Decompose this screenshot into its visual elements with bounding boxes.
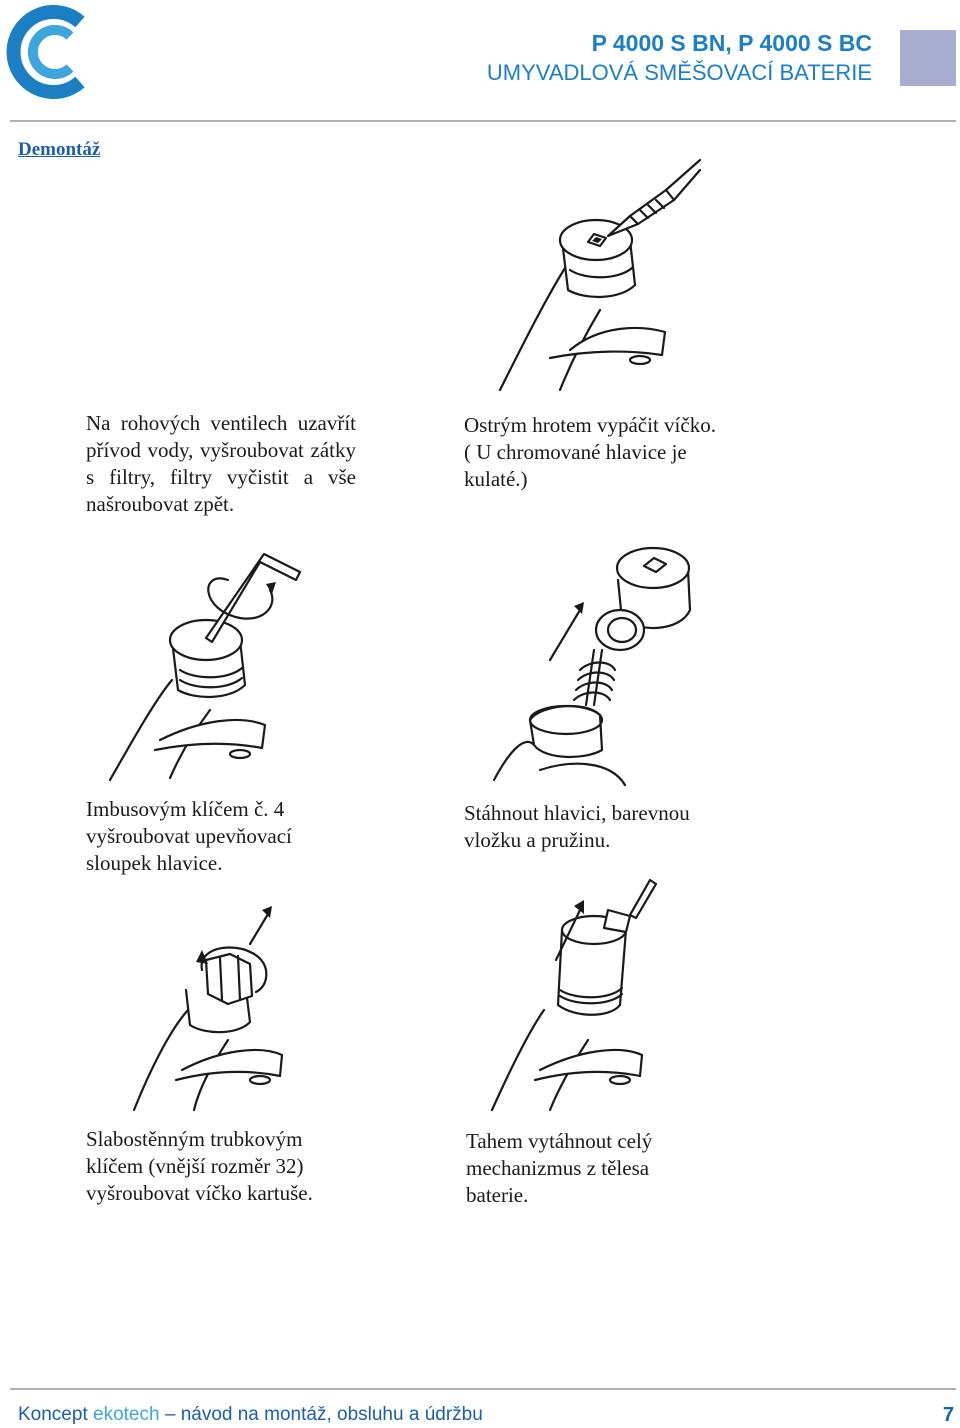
document-subtitle: UMYVADLOVÁ SMĚŠOVACÍ BATERIE bbox=[486, 60, 872, 85]
step-2-text: Ostrým hrotem vypáčit víčko. ( U chromované hlavice je kulaté.) bbox=[464, 413, 716, 491]
footer-tagline: – návod na montáž, obsluhu a údržbu bbox=[164, 1404, 483, 1425]
footer-brand-koncept: Koncept bbox=[18, 1404, 88, 1425]
page-number: 7 bbox=[942, 1404, 954, 1426]
faucet-hex-key-icon bbox=[100, 550, 320, 790]
step-6-text: Tahem vytáhnout celý mechanizmus z tělesa baterie. bbox=[466, 1129, 653, 1207]
footer-divider bbox=[10, 1388, 956, 1390]
faucet-tube-wrench-icon bbox=[110, 900, 320, 1120]
step-3-text: Imbusovým klíčem č. 4 vyšroubovat upevňovací sloupek hlavice. bbox=[86, 797, 292, 875]
section-title-link[interactable]: Demontáž bbox=[18, 139, 101, 160]
faucet-cartridge-pull-icon bbox=[480, 870, 710, 1120]
step-5-text: Slabostěnným trubkovým klíčem (vnější rozměr 32) vyšroubovat víčko kartuše. bbox=[86, 1127, 313, 1205]
step-1-text: Na rohových ventilech uzavřít přívod vody, vyšroubovat zátky s filtry, filtry vyčistit a vše našroubovat zpět. bbox=[86, 411, 356, 516]
footer-brand-line bbox=[18, 1404, 483, 1426]
step-4-text: Stáhnout hlavici, barevnou vložku a pružinu. bbox=[464, 801, 690, 852]
company-logo-icon bbox=[2, 2, 94, 102]
faucet-screwdriver-icon bbox=[490, 150, 720, 400]
footer-brand-ekotech: ekotech bbox=[93, 1404, 160, 1425]
faucet-exploded-head-icon bbox=[490, 540, 710, 790]
document-title: P 4000 S BN, P 4000 S BC bbox=[591, 30, 872, 56]
header-color-block bbox=[900, 30, 956, 86]
header-divider bbox=[10, 120, 956, 122]
